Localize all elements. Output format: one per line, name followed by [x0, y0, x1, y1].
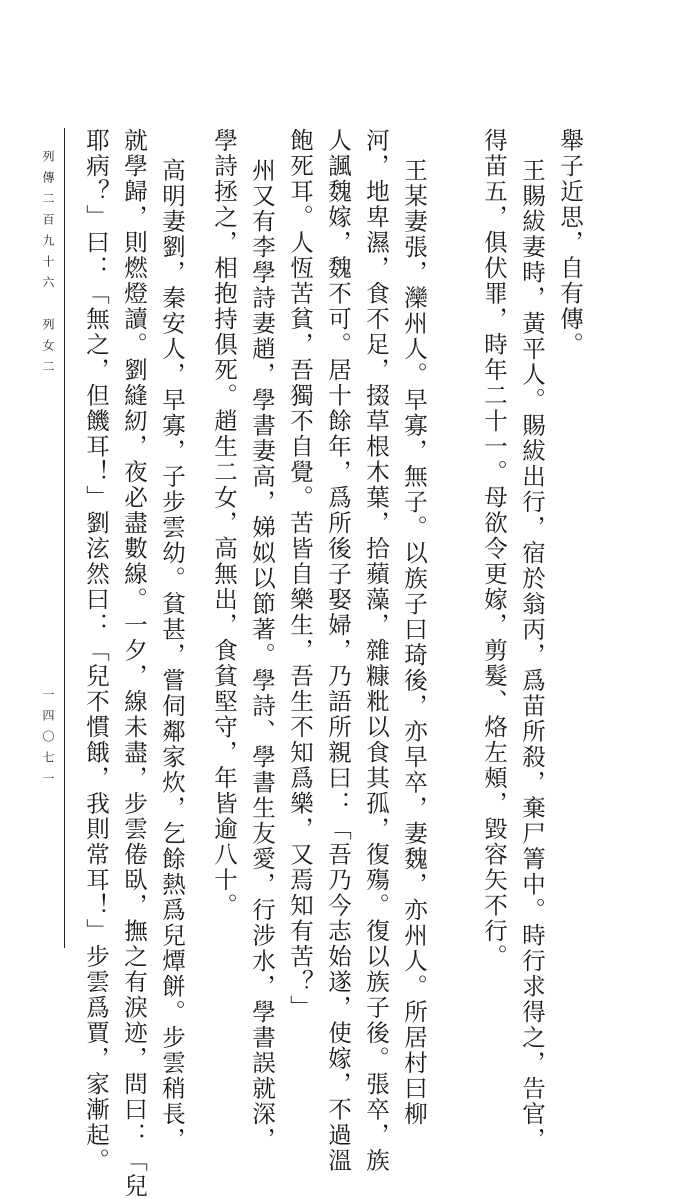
- text-column-12: 耶病？」曰：「無之，但饑耳！」劉泫然曰：「兒不慣餓，我則常耳！」步雲爲賈，家漸起。: [82, 128, 110, 1174]
- text-column-10: 高明妻劉，秦安人，早寡，子步雲幼。貧甚，嘗伺鄰家炊，乞餘熱爲兒燂餅。步雲稍長，: [158, 158, 186, 1153]
- text-column-3: 得苗五，俱伏罪，時年二十一。母欲令更嫁，剪髮、烙左頰，毀容矢不行。: [480, 128, 508, 970]
- footer-title: 列傳二百九十六 列女二: [41, 150, 55, 381]
- text-column-8: 州又有李學詩妻趙，學書妻高，娣姒以節著。學詩、學書生友愛，行涉水，學書誤就深，: [248, 158, 276, 1153]
- text-column-11: 就學歸，則燃燈讀。劉縫紉，夜必盡數線。一夕，線未盡，步雲倦臥，撫之有淚迹，問曰：「兒: [120, 128, 148, 1199]
- text-column-6: 人諷魏嫁，魏不可。居十餘年，爲所後子娶婦，乃語所親曰：「吾乃今志始遂，使嫁，不過溫: [324, 128, 352, 1174]
- text-column-7: 飽死耳。人恆苦貧，吾獨不自覺。苦皆自樂生，吾生不知爲樂，又焉知有苦？」: [286, 128, 314, 1021]
- text-column-2: 王賜紱妻時，黃平人。賜紱出行，宿於翁丙，爲苗所殺，棄尸箐中。時行求得之，告官，: [518, 158, 546, 1153]
- text-column-4: 王某妻張，灤州人。早寡，無子。以族子曰琦後，亦早卒，妻魏，亦州人。所居村曰柳: [400, 158, 428, 1127]
- text-column-5: 河，地卑濕，食不足，掇草根木葉，拾蘋藻，雜糠粃以食其孤，復殤。復以族子後。張卒，族: [362, 128, 390, 1174]
- text-column-9: 學詩拯之，相抱持俱死。趙生二女，高無出，食貧堅守，年皆逾八十。: [210, 128, 238, 919]
- margin-rule: [64, 128, 65, 948]
- text-column-1: 舉子近思，自有傳。: [556, 128, 584, 358]
- page-number: 一四〇七一: [41, 688, 55, 793]
